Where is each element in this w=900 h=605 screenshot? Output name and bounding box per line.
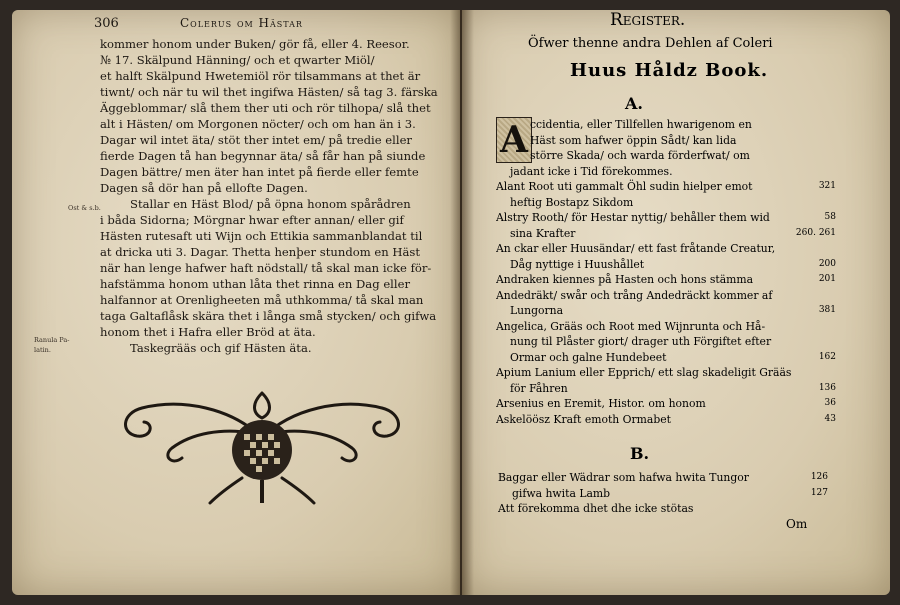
register-entry: [496, 195, 836, 211]
entry-text: gifwa hwita Lamb: [512, 486, 611, 500]
entry-text: Angelica, Grääs och Root med Wijnrunta och Hå-: [496, 319, 766, 333]
register-entry: [496, 412, 836, 428]
text-line: honom thet i Hafra eller Bröd at äta.: [100, 325, 316, 339]
entry-text: Alant Root uti gammalt Öhl sudin hielper emot: [496, 180, 753, 193]
entry-text: Askelöösz Kraft emoth Ormabet: [496, 412, 671, 426]
register-entry: [496, 257, 836, 273]
register-entry: [498, 501, 828, 517]
register-entry: [498, 470, 828, 486]
text-line: i båda Sidorna; Mörgnar hwar efter annan/ eller gif: [100, 213, 404, 227]
section-heading: Taskegrääs och gif Hästen äta.: [130, 341, 312, 355]
entry-text: jadant icke i Tid förekommes.: [510, 164, 673, 178]
register-entry: [496, 350, 836, 366]
register-subtitle: Öfwer thenne andra Dehlen af Coleri: [528, 36, 773, 51]
dropcap-letter: A: [496, 117, 532, 163]
text-line: hafstämma honom uthan låta thet rinna en Dag eller: [100, 277, 411, 291]
floral-ornament: [112, 378, 412, 508]
register-entry: [496, 396, 836, 412]
register-entry: [498, 486, 828, 502]
margin-note: latin.: [34, 346, 51, 354]
register-entry: [496, 303, 836, 319]
text-line: № 17. Skälpund Hänning/ och et qwarter Miöl/: [100, 53, 375, 67]
text-line: Stallar en Häst Blod/ på öpna honom spårådren: [130, 197, 411, 211]
register-entry: [496, 117, 836, 133]
register-entry: [496, 148, 836, 164]
entry-page-number: 126: [810, 472, 828, 482]
register-entries-b: [498, 470, 828, 517]
entry-text: sina Krafter: [510, 226, 576, 240]
text-line: tiwnt/ och när tu wil thet ingifwa Hästen/ så tag 3. färska: [100, 85, 438, 99]
entry-text: Att förekomma dhet dhe icke stötas: [498, 502, 694, 515]
left-page: [12, 10, 460, 595]
entry-text: Dåg nyttige i Huushållet: [510, 257, 645, 271]
entry-text: större Skada/ och warda förderfwat/ om: [530, 149, 750, 162]
register-entry: [496, 164, 836, 180]
running-head: Colerus om Hästar: [180, 16, 303, 30]
entry-page-number: 58: [824, 212, 836, 222]
register-entry: [496, 381, 836, 397]
entry-page-number: 36: [824, 398, 836, 408]
text-line: Äggeblommar/ slå them ther uti och rör tilhopa/ slå thet: [100, 101, 431, 115]
entry-text: heftig Bostapz Sikdom: [510, 195, 634, 209]
margin-note: Ranula Pa-: [34, 336, 70, 344]
entry-text: Ormar och galne Hundebeet: [510, 350, 667, 364]
margin-note: Ost & s.b.: [68, 204, 101, 212]
entry-text: Alstry Rooth/ för Hestar nyttig/ behåller them wid: [496, 211, 770, 224]
register-entry: [496, 241, 836, 257]
text-line: kommer honom under Buken/ gör få, eller 4. Reesor.: [100, 37, 410, 51]
register-entry: [496, 334, 836, 350]
entry-page-number: 381: [818, 305, 836, 315]
entry-text: Baggar eller Wädrar som hafwa hwita Tungor: [498, 471, 749, 484]
page-number: 306: [94, 16, 119, 31]
entry-text: Lungorna: [510, 304, 564, 317]
entry-text: Andedräkt/ swår och trång Andedräckt kommer af: [496, 288, 773, 302]
entry-text: Apium Lanium eller Epprich/ ett slag skadeligit Grääs: [496, 366, 792, 379]
entry-page-number: 321: [818, 181, 836, 191]
text-line: taga Galtaflåsk skära thet i långa små stycken/ och gifwa: [100, 309, 437, 323]
register-entry: [496, 133, 836, 149]
text-line: et halft Skälpund Hwetemiöl rör tilsammans at thet är: [100, 69, 421, 83]
entry-text: för Fåhren: [510, 381, 568, 395]
register-entry: [496, 365, 836, 381]
entry-page-number: 201: [818, 274, 836, 284]
entry-text: Häst som hafwer öppin Sådt/ kan lida: [530, 133, 737, 147]
register-entry: [496, 226, 836, 242]
text-line: Dagen bättre/ men äter han intet på fierde eller femte: [100, 165, 419, 179]
text-line: alt i Hästen/ om Morgonen nöcter/ och om han än i 3.: [100, 117, 416, 131]
register-entry: [496, 210, 836, 226]
register-entries-a: [496, 117, 836, 427]
section-letter-a: A.: [625, 94, 643, 113]
register-title: Register.: [610, 10, 686, 30]
entry-text: ccidentia, eller Tillfellen hwarigenom en: [530, 118, 752, 131]
section-letter-b: B.: [630, 444, 650, 463]
text-line: när han lenge hafwer haft nödstall/ tå skal man icke för-: [100, 261, 432, 275]
entry-text: Andraken kiennes på Hasten och hons stämma: [496, 273, 754, 286]
register-entry: [496, 179, 836, 195]
register-entry: [496, 319, 836, 335]
entry-page-number: 162: [818, 351, 836, 362]
entry-page-number: 200: [818, 258, 836, 269]
text-line: halfannor at Orenligheeten må uthkomma/ tå skal man: [100, 293, 424, 307]
book-title: Huus Håldz Book.: [570, 60, 769, 81]
register-entry: [496, 288, 836, 304]
entry-page-number: 260. 261: [795, 227, 836, 238]
entry-page-number: 136: [818, 382, 836, 393]
entry-page-number: 43: [824, 413, 836, 424]
text-line: at dricka uti 3. Dagar. Thetta henþer stundom en Häst: [100, 245, 421, 259]
entry-text: An ckar eller Huusändar/ ett fast fråtande Creatur,: [496, 242, 776, 255]
left-page-body: [100, 36, 445, 356]
text-line: Hästen rutesaft uti Wijn och Ettikia sammanblandat til: [100, 229, 423, 243]
register-entry: [496, 272, 836, 288]
entry-text: Arsenius en Eremit, Histor. om honom: [496, 397, 706, 410]
text-line: Dagen så dör han på ellofte Dagen.: [100, 181, 308, 195]
entry-text: nung til Plåster giort/ drager uth Förgiftet efter: [510, 335, 772, 348]
entry-page-number: 127: [810, 487, 828, 498]
text-line: fierde Dagen tå han begynnar äta/ så får han på siunde: [100, 149, 426, 163]
catchword: Om: [786, 517, 808, 531]
text-line: Dagar wil intet äta/ stöt ther intet em/ på tredie eller: [100, 133, 412, 147]
